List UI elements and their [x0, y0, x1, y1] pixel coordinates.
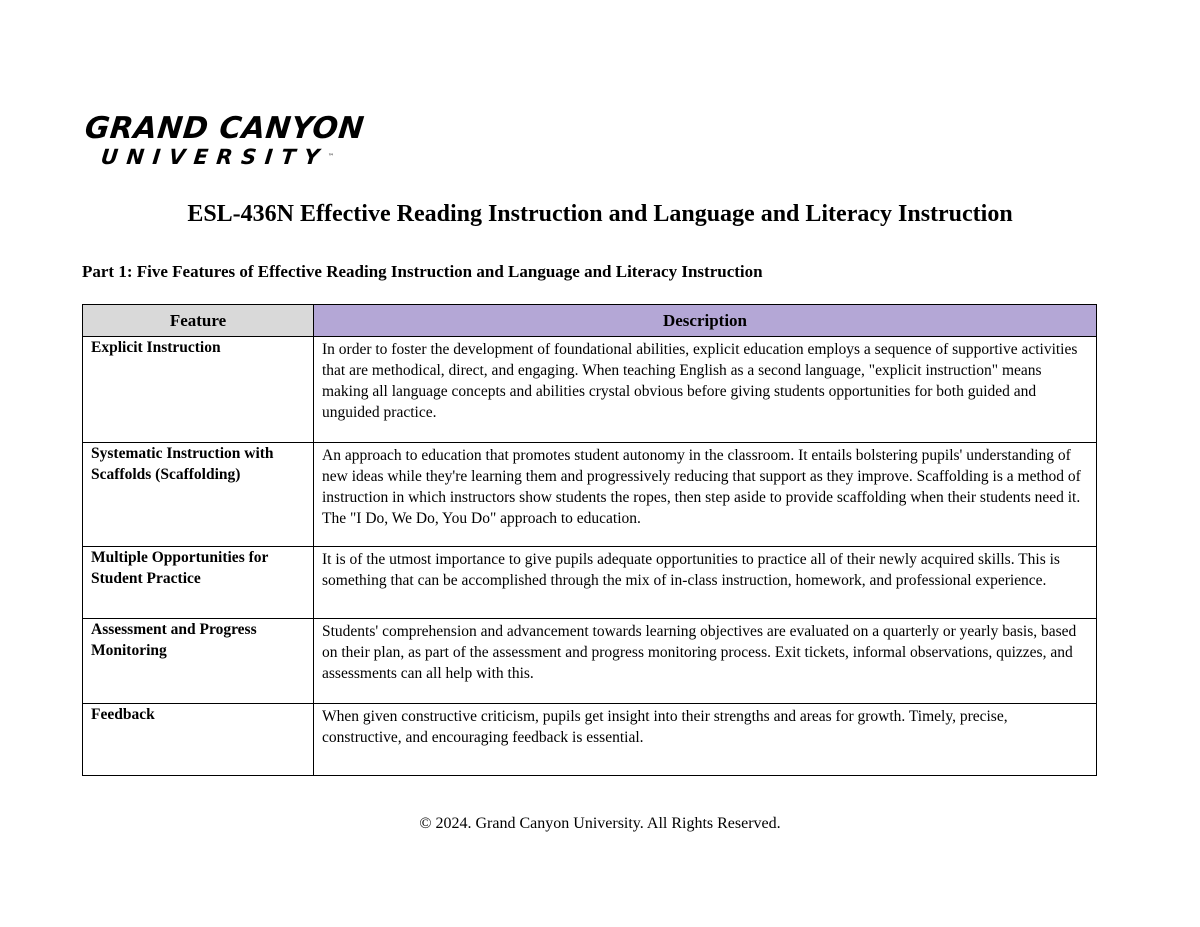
- logo-wordmark-university: UNIVERSITY: [99, 145, 329, 169]
- description-cell: Students' comprehension and advancement towards learning objectives are evaluated on a quarterly or yearly basis, based on their plan, as part of the assessment and progress monitoring process. Exit tickets, informal observations, quizzes, and assessments can all help with this.: [314, 619, 1097, 704]
- description-cell: In order to foster the development of foundational abilities, explicit education employs a sequence of supportive activities that are methodical, direct, and engaging. When teaching English as a second language, "explicit instruction" means making all language concepts and abilities crystal obvious before giving students opportunities for both guided and unguided practice.: [314, 337, 1097, 443]
- feature-cell: Multiple Opportunities for Student Practice: [83, 547, 314, 619]
- header-feature: Feature: [83, 305, 314, 337]
- university-logo: [83, 111, 366, 169]
- description-cell: It is of the utmost importance to give pupils adequate opportunities to practice all of their newly acquired skills. This is something that can be accomplished through the mix of in-class instruction, homework, and professional experience.: [314, 547, 1097, 619]
- table-row: [83, 337, 1097, 443]
- feature-cell: Systematic Instruction with Scaffolds (Scaffolding): [83, 443, 314, 547]
- trademark-symbol: ™: [327, 153, 335, 160]
- feature-cell: Explicit Instruction: [83, 337, 314, 443]
- feature-cell: Feedback: [83, 704, 314, 776]
- table-row: [83, 619, 1097, 704]
- header-description: Description: [314, 305, 1097, 337]
- document-title: ESL-436N Effective Reading Instruction and Language and Literacy Instruction: [187, 201, 1013, 227]
- description-cell: An approach to education that promotes student autonomy in the classroom. It entails bolstering pupils' understanding of new ideas while they're learning them and progressively reducing that support as they improve. Scaffolding is a method of instruction in which instructors show students the ropes, then step aside to provide scaffolding when their students need it. The "I Do, We Do, You Do" approach to education.: [314, 443, 1097, 547]
- description-cell: When given constructive criticism, pupils get insight into their strengths and areas for growth. Timely, precise, constructive, and encouraging feedback is essential.: [314, 704, 1097, 776]
- table-row: [83, 704, 1097, 776]
- features-table: [82, 304, 1097, 776]
- feature-cell: Assessment and Progress Monitoring: [83, 619, 314, 704]
- table-row: [83, 443, 1097, 547]
- logo-wordmark-line2: [100, 146, 356, 168]
- table-header-row: [83, 305, 1097, 337]
- part-heading: Part 1: Five Features of Effective Reading Instruction and Language and Literacy Instruction: [82, 262, 763, 281]
- table-row: [83, 547, 1097, 619]
- logo-wordmark-line1: GRAND CANYON: [83, 111, 366, 146]
- copyright-footer: © 2024. Grand Canyon University. All Rights Reserved.: [419, 815, 781, 832]
